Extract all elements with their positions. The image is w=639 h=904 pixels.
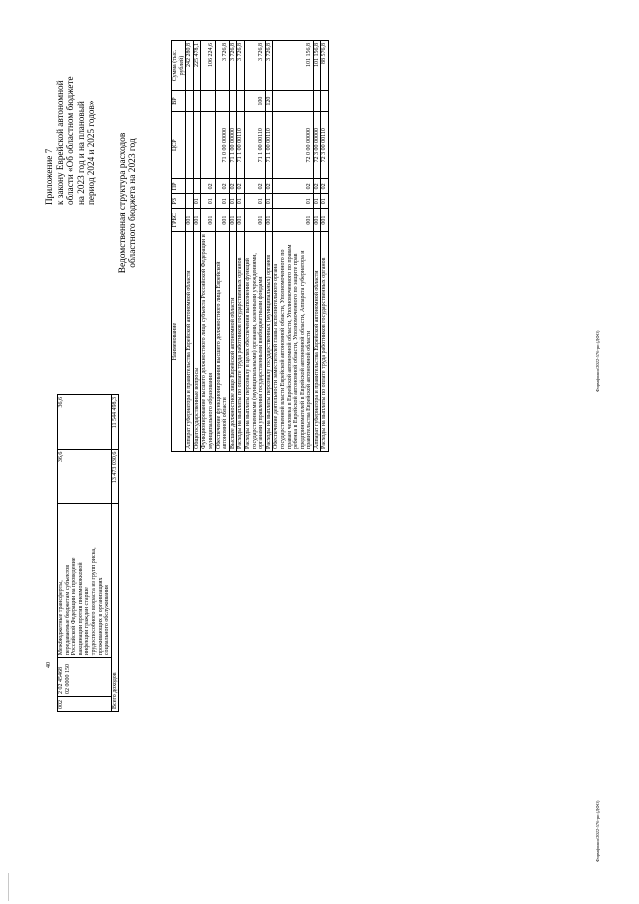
cell-sum: 88 576,8 — [321, 41, 329, 91]
cell-rz: 01 — [265, 194, 273, 209]
cell-pr: 02 — [201, 179, 215, 194]
table-row — [237, 41, 245, 452]
cell-pr: 02 — [215, 179, 229, 194]
cell-name: Расходы на выплаты персоналу в целях обеспечения выполнения функций государственными (муниципальными) органами, казенными учреждениями, органами управления государственными внебюджетными фондами — [244, 232, 265, 452]
cell-grbs: 001 — [215, 209, 229, 232]
cell-pr: 02 — [229, 179, 237, 194]
income-name-line: трудоспособного возраста из групп риска, — [90, 547, 97, 656]
cell-sum: 3 726,8 — [215, 41, 229, 91]
cell-vr: 120 — [265, 91, 273, 112]
cell-grbs: 001 — [193, 209, 201, 232]
cell-rz: 01 — [237, 194, 245, 209]
income-table — [57, 394, 119, 712]
cell-vr — [229, 91, 237, 112]
cell-sum: 106 224,6 — [201, 41, 215, 91]
header-name: Наименование — [172, 232, 186, 452]
income-name-lines — [58, 506, 111, 655]
cell-rz: 01 — [229, 194, 237, 209]
cell-vr — [237, 91, 245, 112]
expense-table-block — [171, 40, 329, 452]
cell-rz: 01 — [193, 194, 201, 209]
table-row — [229, 41, 237, 452]
cell-pr: 02 — [265, 179, 273, 194]
income-name-line: Российской Федерации на проведение — [71, 557, 78, 656]
cell-csr — [186, 111, 194, 178]
appendix-header — [44, 55, 97, 205]
footer-code-left: Формфолио/2022-576-рп (ДФО) — [595, 800, 600, 862]
cell-rz: 01 — [313, 194, 321, 209]
appendix-lines — [44, 55, 97, 205]
total-row — [111, 395, 119, 712]
cell-sum: 3 726,8 — [229, 41, 237, 91]
table-row — [186, 41, 194, 452]
expense-table — [171, 40, 329, 452]
appendix-line: к закону Еврейской автономной — [54, 80, 65, 205]
header-row — [172, 41, 186, 452]
cell-csr: 71 1 00 00110 — [237, 111, 245, 178]
cell-name: Аппарат губернатора и правительства Еврейской автономной области — [313, 232, 321, 452]
cell-rz — [186, 194, 194, 209]
appendix-line: период 2024 и 2025 годов» — [86, 100, 96, 205]
cell-vr — [313, 91, 321, 112]
cell-vr — [321, 91, 329, 112]
cell-grbs: 001 — [237, 209, 245, 232]
table-row — [244, 41, 265, 452]
page-number: 40 — [46, 662, 52, 668]
cell-name: Обеспечение деятельности заместителей главы исполнительного органа государственной власти Еврейской автономной области, Уполномоченного по правам человека в Еврейской автономной области, Уполномоченного по правам ребенка в Еврейской автономной области, Уполномоченного по защите прав предпринимателей в Еврейской автономной области, Аппарата губернатора и правительства Еврейской автономной области — [273, 232, 314, 452]
header-pr: ПР — [172, 179, 186, 194]
cell-pr — [193, 179, 201, 194]
table-row — [201, 41, 215, 452]
income-name-line: социального обслуживания — [104, 585, 111, 656]
expense-body — [186, 41, 329, 452]
income-name-line: инфекции граждан старше — [84, 587, 91, 656]
cell-csr: 72 3 00 00000 — [313, 111, 321, 178]
table-row — [215, 41, 229, 452]
cell-name: Обеспечение функционирования высшего должностного лица Еврейской автономной области — [215, 232, 229, 452]
income-name-line: Межбюджетные трансферты, — [58, 580, 64, 656]
expense-title-line-2: областного бюджета на 2023 год — [128, 138, 139, 268]
cell-pr: 02 — [237, 179, 245, 194]
expense-title — [118, 88, 139, 318]
appendix-line: Приложение 7 — [44, 148, 54, 205]
header-vr: ВР — [172, 91, 186, 112]
cell-csr: 71 0 00 00000 — [215, 111, 229, 178]
cell-vr — [193, 91, 201, 112]
cell-csr: 71 1 00 00000 — [229, 111, 237, 178]
cell-vr — [215, 91, 229, 112]
cell-rz: 01 — [215, 194, 229, 209]
cell-csr — [193, 111, 201, 178]
cell-rz: 01 — [273, 194, 314, 209]
sum-2025-cell: 36,6 — [58, 395, 112, 450]
cell-pr — [186, 179, 194, 194]
cell-vr — [273, 91, 314, 112]
cell-rz: 01 — [201, 194, 215, 209]
cell-sum: 3 726,8 — [244, 41, 265, 91]
header-sum: Сумма (тыс. рублей) — [172, 41, 186, 91]
appendix-line: области «Об областном бюджете — [65, 76, 75, 205]
total-2024: 13 473 030,6 — [111, 449, 119, 504]
cell-csr — [201, 111, 215, 178]
cell-sum: 101 156,8 — [313, 41, 321, 91]
cell-sum: 101 156,8 — [273, 41, 314, 91]
cell-pr: 02 — [313, 179, 321, 194]
cell-grbs: 001 — [321, 209, 329, 232]
header-grbs: ГРБС — [172, 209, 186, 232]
cell-vr — [186, 91, 194, 112]
table-row — [193, 41, 201, 452]
expense-title-line-1: Ведомственная структура расходов — [118, 132, 128, 274]
table-row — [265, 41, 273, 452]
cell-grbs: 001 — [244, 209, 265, 232]
cell-vr: 100 — [244, 91, 265, 112]
header-csr: ЦСР — [172, 111, 186, 178]
cell-csr: 71 1 00 00110 — [265, 111, 273, 178]
cell-pr: 02 — [273, 179, 314, 194]
cell-csr: 72 0 00 00000 — [273, 111, 314, 178]
table-row — [58, 395, 112, 712]
cell-csr: 72 3 00 00110 — [321, 111, 329, 178]
cell-grbs: 001 — [186, 209, 194, 232]
total-label: Всего доходов — [111, 504, 119, 712]
cell-sum: 242 280,8 — [186, 41, 194, 91]
cell-pr: 02 — [244, 179, 265, 194]
income-code-cell: 2 02 45468 02 0000 150 — [58, 658, 112, 697]
cell-grbs: 001 — [273, 209, 314, 232]
cell-vr — [201, 91, 215, 112]
table-row — [321, 41, 329, 452]
cell-name: Расходы на выплаты персоналу государственных (муниципальных) органов — [265, 232, 273, 452]
cell-grbs: 001 — [313, 209, 321, 232]
income-table-block — [57, 394, 119, 712]
cell-name: Общегосударственные вопросы — [193, 232, 201, 452]
cell-name: Расходы на выплаты по оплате труда работников государственных органов — [321, 232, 329, 452]
sum-2024-cell: 36,6 — [58, 449, 112, 504]
cell-grbs: 001 — [229, 209, 237, 232]
cell-rz: 01 — [244, 194, 265, 209]
cell-rz: 01 — [321, 194, 329, 209]
cell-grbs: 001 — [265, 209, 273, 232]
cell-name: Функционирование высшего должностного лица субъекта Российской Федерации и муниципального образования — [201, 232, 215, 452]
cell-sum: 3 726,8 — [265, 41, 273, 91]
income-name-line: проживающих в организациях — [97, 577, 104, 656]
total-2025: 11 544 498,3 — [111, 395, 119, 450]
cell-grbs: 001 — [201, 209, 215, 232]
cell-name: Расходы на выплаты по оплате труда работников государственных органов — [237, 232, 245, 452]
footer-code-right: Формфолио/2022-576-рп (ДФО) — [595, 330, 600, 392]
cell-sum: 3 726,8 — [237, 41, 245, 91]
income-name-line: передаваемые бюджетам субъектов — [64, 564, 71, 656]
admin-code-cell: 002 — [58, 697, 112, 712]
cell-pr: 02 — [321, 179, 329, 194]
table-row — [273, 41, 314, 452]
header-rz: РЗ — [172, 194, 186, 209]
income-name-cell — [58, 504, 112, 658]
income-name-line: вакцинации против пневмококковой — [77, 562, 84, 656]
appendix-line: на 2023 год и на плановый — [75, 101, 86, 205]
cell-csr: 71 1 00 00110 — [244, 111, 265, 178]
cell-name: Аппарат губернатора и правительства Еврейской автономной области — [186, 232, 194, 452]
scan-edge-mark — [8, 873, 9, 901]
cell-name: Высшее должностное лицо Еврейской автономной области — [229, 232, 237, 452]
table-row — [313, 41, 321, 452]
cell-sum: 225 478,1 — [193, 41, 201, 91]
